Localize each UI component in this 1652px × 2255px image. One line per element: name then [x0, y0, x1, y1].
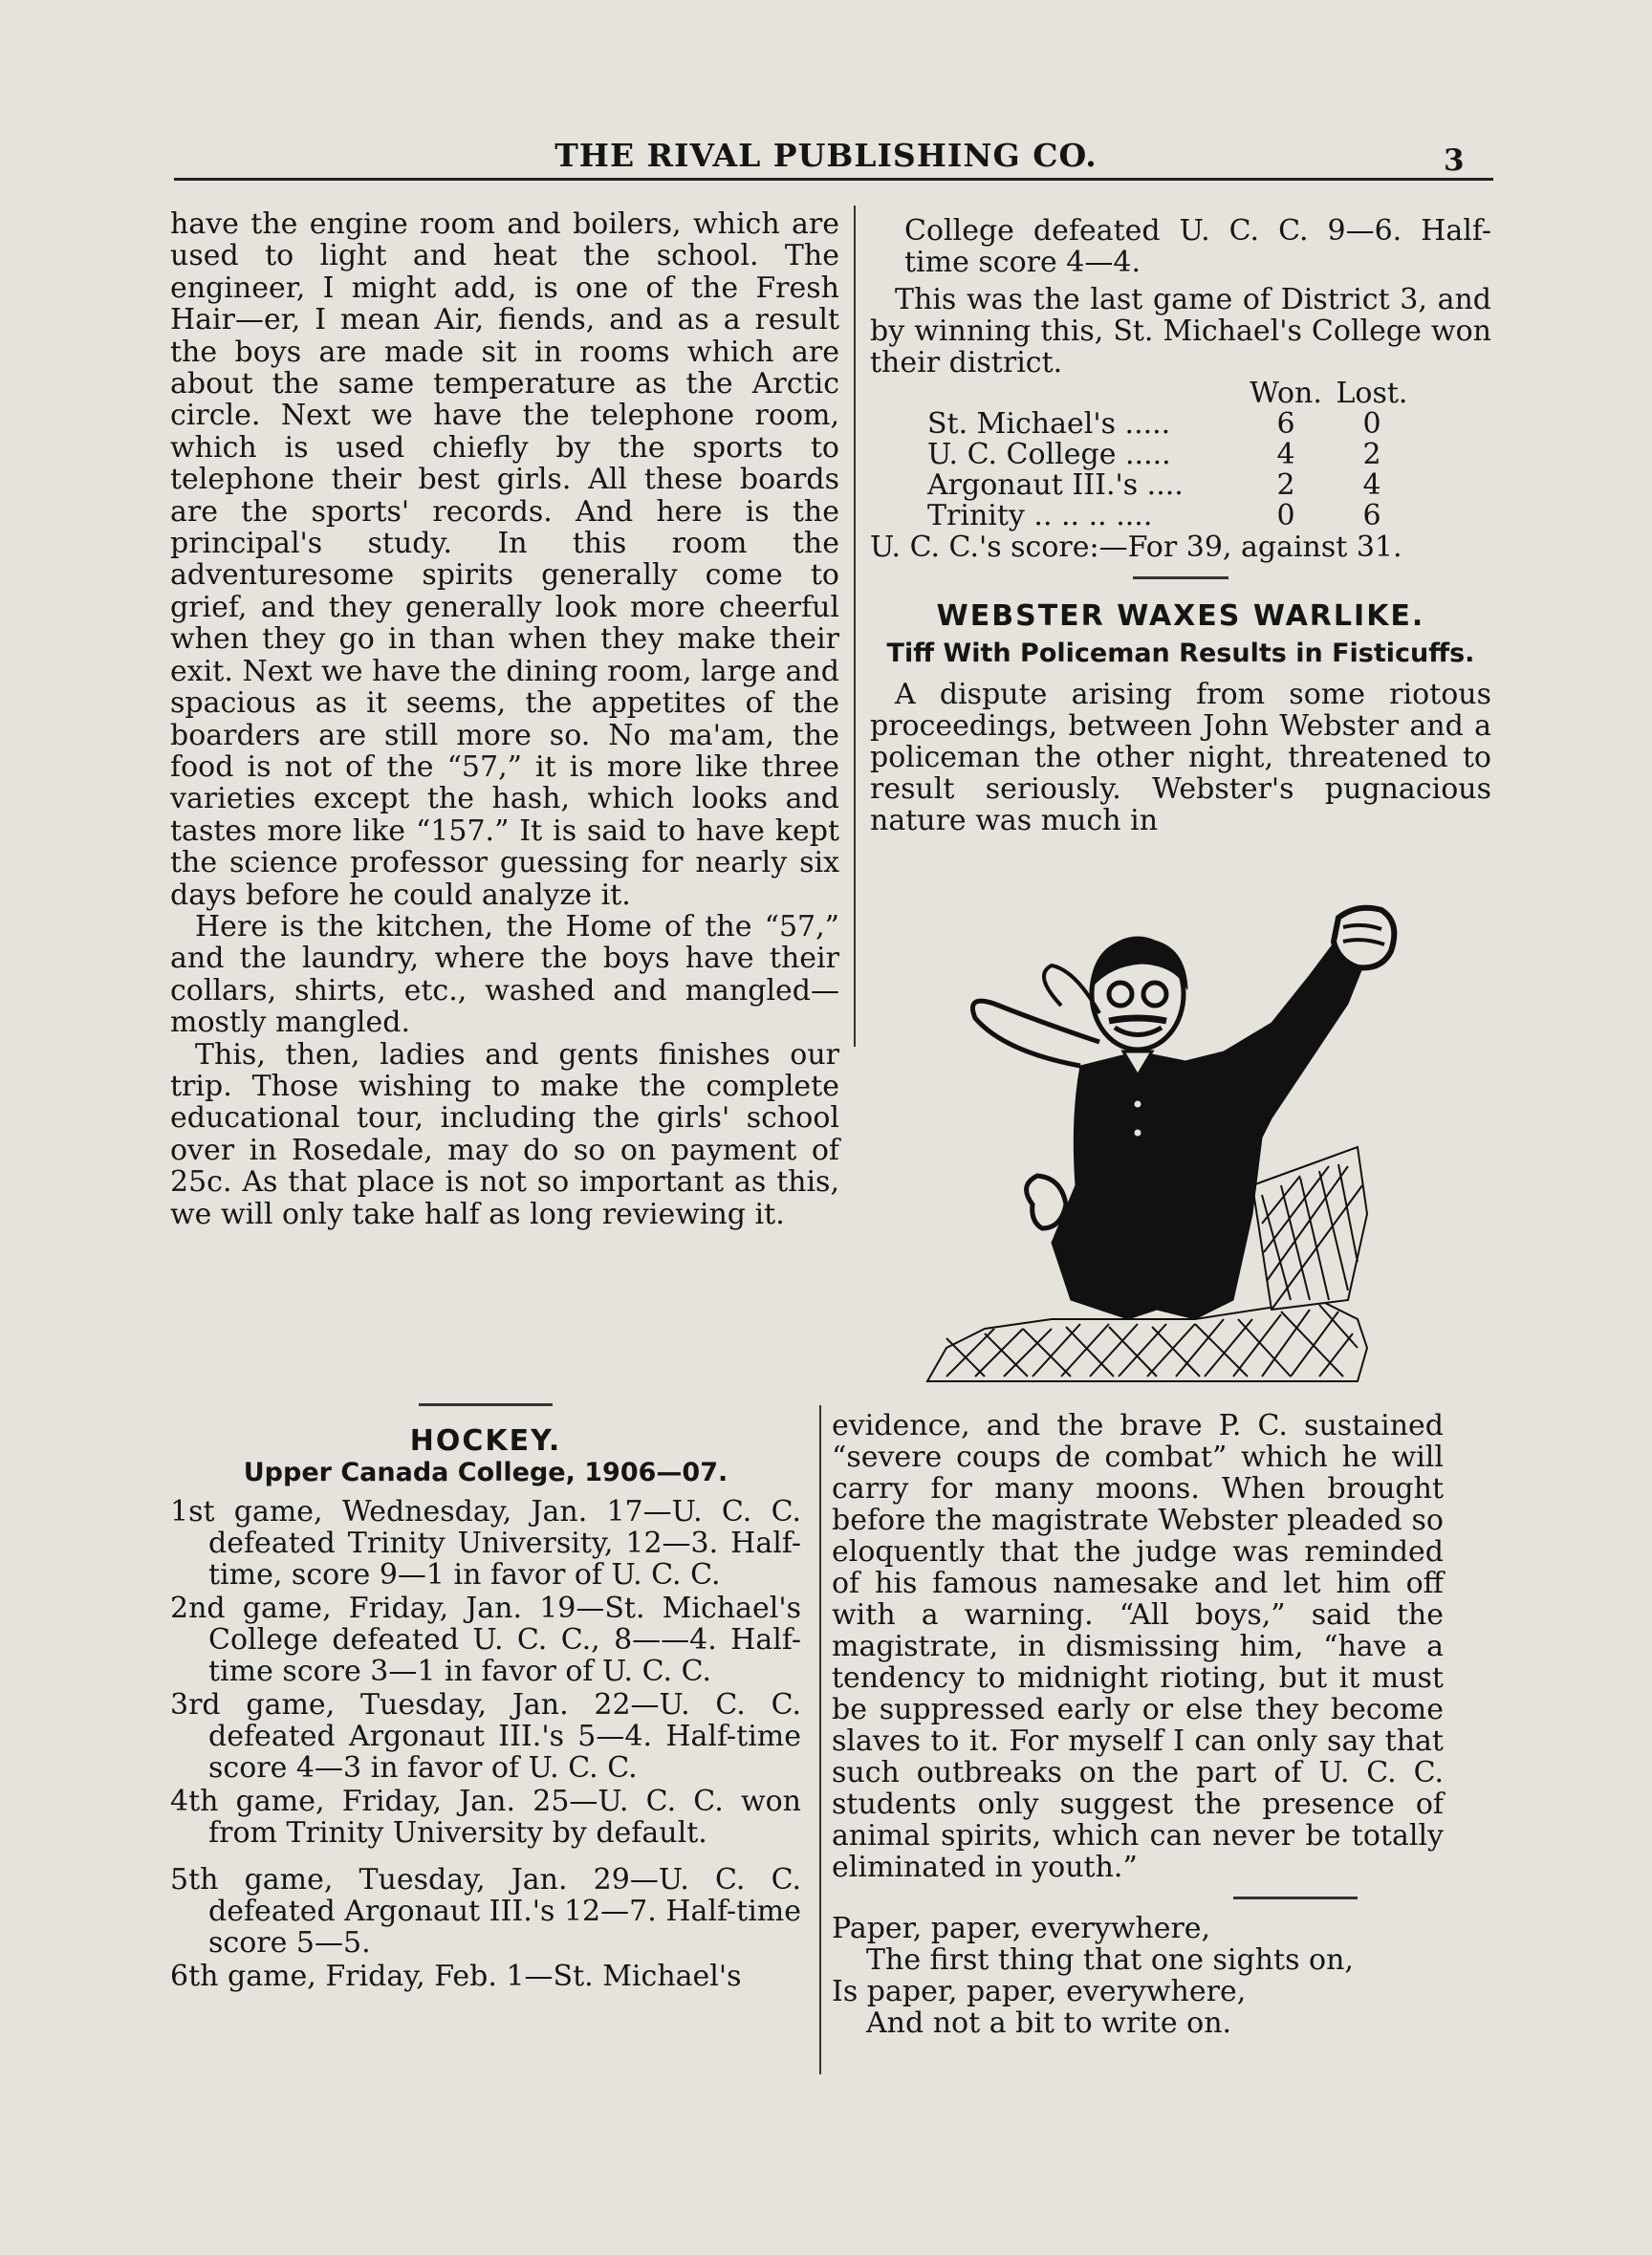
hockey-game: 2nd game, Friday, Jan. 19—St. Michael's College defeated U. C. C., 8——4. Half-time score 3—1 in favor of U. C. C.: [170, 1592, 801, 1688]
table-row: [927, 501, 1415, 531]
left-column: [170, 208, 839, 1230]
hockey-section: [170, 1403, 801, 1992]
lost-count: 2: [1362, 438, 1381, 471]
raised-fist: [1334, 908, 1394, 968]
tour-paragraph-3: This, then, ladies and gents finishes our trip. Those wishing to make the complete educational tour, including the girls' school over in Rosedale, may do so on payment of 25c. As that place is not so important as this, we will only take half as long reviewing it.: [170, 1037, 839, 1231]
column-divider: [854, 206, 856, 1047]
section-rule: [1233, 1897, 1358, 1899]
header-rule: [174, 178, 1493, 181]
section-rule: [1133, 576, 1228, 579]
flying-tie: [973, 1001, 1100, 1066]
table-row: [927, 470, 1415, 501]
page-number: 3: [1444, 143, 1465, 178]
section-rule: [419, 1403, 553, 1406]
lower-fist: [1027, 1176, 1066, 1228]
team-name: St. Michael's .....: [927, 407, 1171, 441]
webster-illustration: [908, 899, 1444, 1396]
won-count: 0: [1276, 499, 1295, 532]
right-column-bottom: [832, 1410, 1444, 2039]
lost-count: 6: [1362, 499, 1381, 532]
hockey-game: 1st game, Wednesday, Jan. 17—U. C. C. defeated Trinity University, 12—3. Half-time, score 9—1 in favor of U. C. C.: [170, 1495, 801, 1592]
poem-line: Paper, paper, everywhere,: [832, 1912, 1211, 1945]
table-row: [927, 440, 1415, 470]
score-line: U. C. C.'s score:—For 39, against 31.: [870, 531, 1402, 564]
won-count: 4: [1276, 438, 1295, 471]
right-column-top: [870, 215, 1491, 836]
column-divider: [819, 1405, 821, 2074]
team-name: Argonaut III.'s ....: [927, 468, 1184, 502]
standings-header-lost: Lost.: [1336, 377, 1408, 410]
hockey-game: 3rd game, Tuesday, Jan. 22—U. C. C. defeated Argonaut III.'s 5—4. Half-time score 4—3 in favor of U. C. C.: [170, 1688, 801, 1785]
running-header: THE RIVAL PUBLISHING CO.: [554, 137, 1098, 174]
tour-paragraph-2: Here is the kitchen, the Home of the “57,” and the laundry, where the boys have their collars, shirts, etc., washed and mangled—mostly mangled.: [170, 909, 839, 1040]
webster-subheading: Tiff With Policeman Results in Fisticuffs.: [886, 639, 1475, 668]
won-count: 6: [1276, 407, 1295, 441]
poem-line: Is paper, paper, everywhere,: [832, 1975, 1247, 2008]
district-paragraph: This was the last game of District 3, and by winning this, St. Michael's College won their district.: [870, 283, 1491, 379]
lost-count: 4: [1362, 468, 1381, 502]
won-count: 2: [1276, 468, 1295, 502]
hockey-game: 5th game, Tuesday, Jan. 29—U. C. C. defeated Argonaut III.'s 12—7. Half-time score 5—5.: [170, 1863, 801, 1960]
poem-line: And not a bit to write on.: [866, 2006, 1232, 2040]
hockey-continuation: College defeated U. C. C. 9—6. Half-time score 4—4.: [904, 214, 1491, 279]
webster-paragraph-2: evidence, and the brave P. C. sustained “severe coups de combat” which he will carry for many moons. When brought before the magistrate Webster pleaded so eloquently that the judge was reminded of his famous namesake and let him off with a warning. “All boys,” said the magistrate, in dismissing him, “have a tendency to midnight rioting, but it must be suppressed early or else they become slaves to it. For myself I can only say that such outbreaks on the part of U. C. C. students only suggest the presence of animal spirits, which can never be totally eliminated in youth.”: [832, 1409, 1444, 1884]
tour-paragraph-1: have the engine room and boilers, which are used to light and heat the school. The engineer, I might add, is one of the Fresh Hair—er, I mean Air, fiends, and as a result the boys are made sit in rooms which are about the same temperature as the Arctic circle. Next we have the telephone room, which is used chiefly by the sports to telephone their best girls. All these boards are the sports' records. And here is the principal's study. In this room the adventuresome spirits generally come to grief, and they generally look more cheerful when they go in than when they make their exit. Next we have the dining room, large and spacious as it seems, the appetites of the boarders are still more so. No ma'am, the food is not of the “57,” it is more like three varieties except the hash, which looks and tastes more like “157.” It is said to have kept the science professor guessing for nearly six days before he could analyze it.: [170, 207, 839, 912]
standings-table: [927, 379, 1415, 531]
hockey-game: 6th game, Friday, Feb. 1—St. Michael's: [170, 1960, 742, 1993]
standings-header-won: Won.: [1250, 377, 1322, 410]
webster-heading: WEBSTER WAXES WARLIKE.: [936, 599, 1425, 633]
hockey-subheading: Upper Canada College, 1906—07.: [243, 1458, 728, 1487]
team-name: Trinity .. .. .. ....: [927, 499, 1153, 532]
poem-line: The first thing that one sights on,: [866, 1943, 1354, 1977]
lost-count: 0: [1362, 407, 1381, 441]
webster-paragraph-1: A dispute arising from some riotous proceedings, between John Webster and a policeman the other night, threatened to result seriously. Webster's pugnacious nature was much in: [870, 678, 1491, 837]
hockey-game: 4th game, Friday, Jan. 25—U. C. C. won from Trinity University by default.: [170, 1785, 801, 1850]
hockey-heading: HOCKEY.: [409, 1424, 562, 1458]
team-name: U. C. College .....: [927, 438, 1171, 471]
table-row: [927, 409, 1415, 440]
